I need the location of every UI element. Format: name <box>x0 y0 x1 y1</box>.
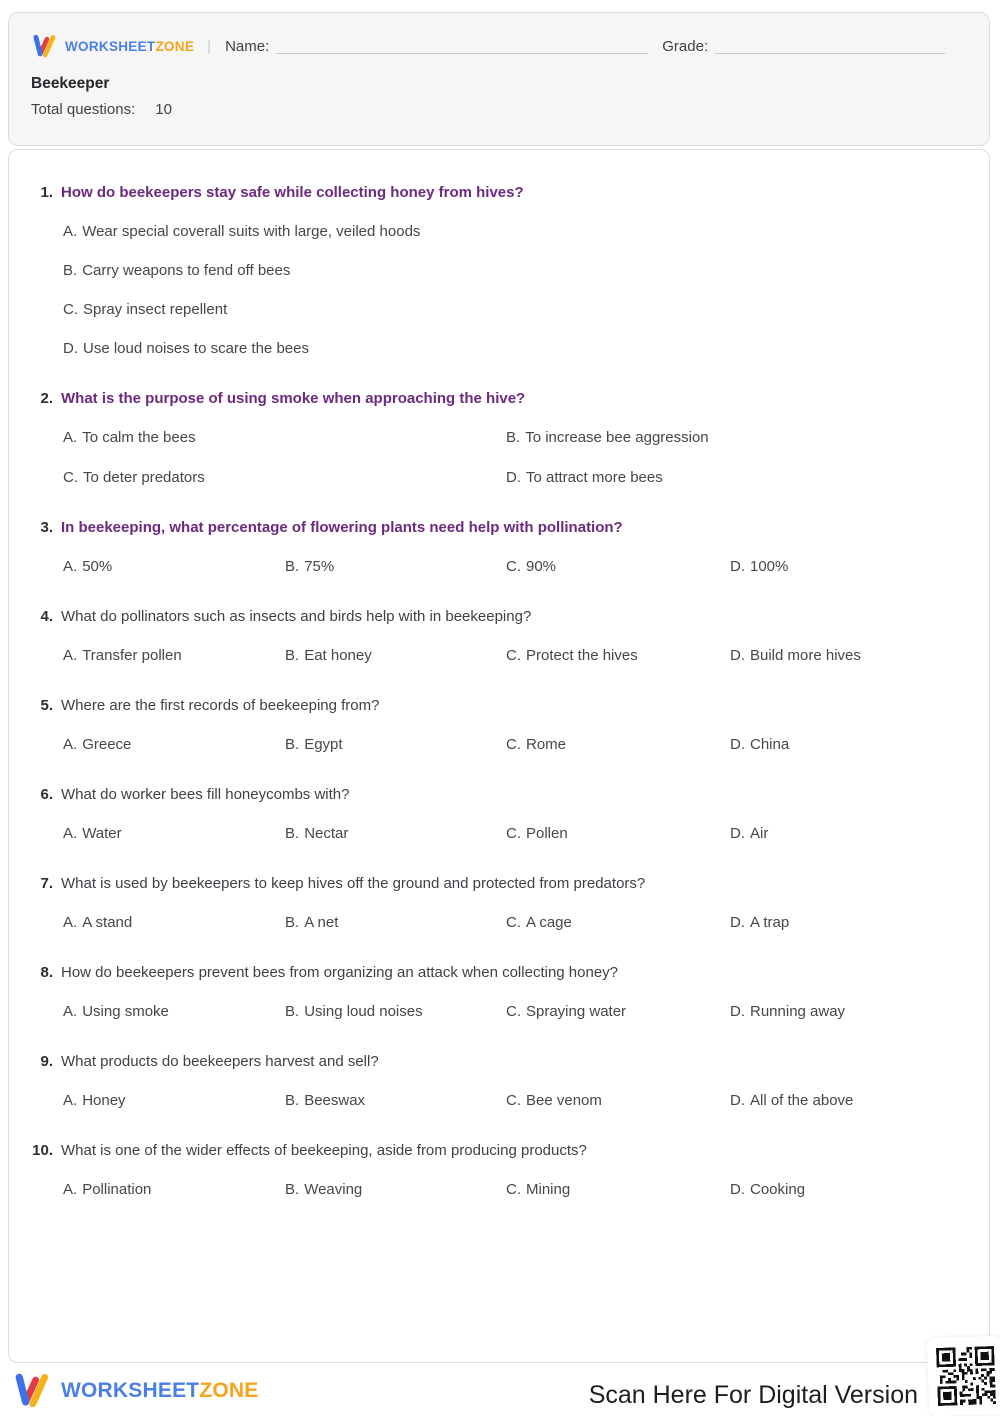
question-block-2 <box>29 388 969 489</box>
option <box>506 427 969 449</box>
option <box>285 556 506 578</box>
option <box>506 1179 730 1201</box>
option-text: Using loud noises <box>304 1003 423 1020</box>
question-text: What is the purpose of using smoke when approaching the hive? <box>61 390 526 407</box>
question-options <box>63 1179 969 1201</box>
option-text: A net <box>304 914 339 931</box>
option-letter: C. <box>506 736 521 753</box>
option-letter: A. <box>63 1181 78 1198</box>
option <box>63 556 285 578</box>
option-text: Spray insect repellent <box>83 301 228 318</box>
option-text: Greece <box>82 736 132 753</box>
option-text: China <box>750 736 790 753</box>
option <box>285 734 506 756</box>
option-letter: B. <box>506 429 521 446</box>
option <box>63 260 969 282</box>
option-text: Pollination <box>82 1181 152 1198</box>
option-text: Using smoke <box>82 1003 169 1020</box>
option-letter: D. <box>730 558 745 575</box>
question-text: What do worker bees fill honeycombs with? <box>61 786 350 803</box>
option-letter: B. <box>63 262 78 279</box>
option <box>730 1001 969 1023</box>
option <box>285 912 506 934</box>
question-text: How do beekeepers prevent bees from organizing an attack when collecting honey? <box>61 964 619 981</box>
option-text: 100% <box>750 558 789 575</box>
question-options <box>63 645 969 667</box>
option-letter: B. <box>285 1181 300 1198</box>
option <box>63 427 506 449</box>
option <box>730 734 969 756</box>
question-block-1 <box>29 182 969 360</box>
option-letter: A. <box>63 914 78 931</box>
option-letter: D. <box>730 1003 745 1020</box>
option-letter: A. <box>63 429 78 446</box>
option <box>730 912 969 934</box>
option-text: Weaving <box>304 1181 363 1198</box>
title-block <box>9 60 989 118</box>
option-letter: B. <box>285 647 300 664</box>
brand-text <box>65 39 194 54</box>
total-questions-label: Total questions: <box>31 101 136 118</box>
total-questions-row <box>31 101 967 118</box>
total-questions-value: 10 <box>155 101 172 118</box>
option-text: To attract more bees <box>526 469 663 486</box>
option <box>506 556 730 578</box>
option-text: Nectar <box>304 825 349 842</box>
question-block-8 <box>29 962 969 1023</box>
qr-code-icon <box>936 1346 996 1406</box>
question-block-4 <box>29 606 969 667</box>
option-text: Transfer pollen <box>82 647 182 664</box>
option-letter: D. <box>730 1181 745 1198</box>
option-letter: C. <box>63 469 78 486</box>
option <box>63 1090 285 1112</box>
option-letter: A. <box>63 736 78 753</box>
question-text: What is one of the wider effects of beekeeping, aside from producing products? <box>61 1142 587 1159</box>
question-options <box>63 734 969 756</box>
question-block-9 <box>29 1051 969 1112</box>
option-letter: B. <box>285 736 300 753</box>
question-options <box>63 912 969 934</box>
worksheet-title: Beekeeper <box>31 75 110 92</box>
option-text: Mining <box>526 1181 571 1198</box>
option <box>506 734 730 756</box>
question-number: 7. <box>40 875 53 892</box>
option-letter: C. <box>506 1181 521 1198</box>
question-block-7 <box>29 873 969 934</box>
question-block-6 <box>29 784 969 845</box>
option-letter: D. <box>730 914 745 931</box>
option-letter: C. <box>506 1092 521 1109</box>
option-text: Use loud noises to scare the bees <box>83 340 309 357</box>
option-letter: A. <box>63 1003 78 1020</box>
option-text: Pollen <box>526 825 568 842</box>
questions-card <box>8 149 990 1363</box>
question-options <box>63 1001 969 1023</box>
name-label: Name: <box>225 38 270 55</box>
brand-logo <box>31 33 194 60</box>
option-letter: C. <box>506 1003 521 1020</box>
option-letter: C. <box>506 558 521 575</box>
option <box>506 823 730 845</box>
question-number: 4. <box>40 608 53 625</box>
question-options <box>63 221 969 360</box>
option-letter: D. <box>730 1092 745 1109</box>
footer-brand-logo <box>12 1371 258 1411</box>
question-text: In beekeeping, what percentage of flowering plants need help with pollination? <box>61 519 623 536</box>
option-text: Eat honey <box>304 647 372 664</box>
option <box>63 299 969 321</box>
option-letter: D. <box>506 469 521 486</box>
option <box>730 1090 969 1112</box>
option-text: Running away <box>750 1003 846 1020</box>
question-number: 10. <box>32 1142 53 1159</box>
option-letter: A. <box>63 647 78 664</box>
question-text: What is used by beekeepers to keep hives off the ground and protected from predators? <box>61 875 646 892</box>
option-text: Egypt <box>304 736 343 753</box>
option <box>285 823 506 845</box>
option-text: Carry weapons to fend off bees <box>82 262 291 279</box>
option-text: Cooking <box>750 1181 806 1198</box>
option <box>506 1090 730 1112</box>
option-text: A stand <box>82 914 133 931</box>
header-row <box>9 13 989 60</box>
option-text: To increase bee aggression <box>525 429 709 446</box>
question-block-10 <box>29 1140 969 1201</box>
option-text: Honey <box>82 1092 126 1109</box>
grade-label: Grade: <box>662 38 709 55</box>
brand-text-zone: ZONE <box>199 1379 259 1402</box>
option <box>63 734 285 756</box>
option <box>63 1179 285 1201</box>
option-letter: D. <box>63 340 78 357</box>
question-number: 9. <box>40 1053 53 1070</box>
option-letter: A. <box>63 825 78 842</box>
question-number: 3. <box>40 519 53 536</box>
header-card <box>8 12 990 146</box>
option <box>506 467 969 489</box>
grade-line <box>715 39 945 54</box>
option-text: Beeswax <box>304 1092 366 1109</box>
option-text: Spraying water <box>526 1003 627 1020</box>
option <box>285 645 506 667</box>
qr-card <box>927 1336 1000 1416</box>
option-letter: B. <box>285 914 300 931</box>
option-text: All of the above <box>750 1092 854 1109</box>
option-letter: B. <box>285 1003 300 1020</box>
question-number: 6. <box>40 786 53 803</box>
question-number: 5. <box>40 697 53 714</box>
option-letter: C. <box>506 914 521 931</box>
brand-text-worksheet: WORKSHEET <box>61 1379 200 1402</box>
option <box>506 645 730 667</box>
question-block-3 <box>29 517 969 578</box>
question-options <box>63 1090 969 1112</box>
option-letter: C. <box>63 301 78 318</box>
option-text: Air <box>750 825 769 842</box>
option <box>63 645 285 667</box>
question-number: 8. <box>40 964 53 981</box>
question-options <box>63 823 969 845</box>
option-text: Build more hives <box>750 647 861 664</box>
option-letter: A. <box>63 223 78 240</box>
option-letter: D. <box>730 647 745 664</box>
option-text: To deter predators <box>83 469 205 486</box>
question-block-5 <box>29 695 969 756</box>
option-letter: B. <box>285 825 300 842</box>
scan-here-text: Scan Here For Digital Version <box>588 1381 918 1409</box>
option-text: To calm the bees <box>82 429 196 446</box>
option <box>506 912 730 934</box>
option-text: Wear special coverall suits with large, veiled hoods <box>82 223 421 240</box>
option-text: Water <box>82 825 122 842</box>
option-text: Bee venom <box>526 1092 602 1109</box>
option-text: 90% <box>526 558 557 575</box>
option-text: Protect the hives <box>526 647 638 664</box>
option-letter: A. <box>63 1092 78 1109</box>
option-letter: C. <box>506 647 521 664</box>
option-text: Rome <box>526 736 567 753</box>
option <box>730 645 969 667</box>
option <box>63 912 285 934</box>
question-text: What products do beekeepers harvest and sell? <box>61 1053 379 1070</box>
option-letter: D. <box>730 736 745 753</box>
option-text: A trap <box>750 914 790 931</box>
worksheetzone-logo-icon <box>31 33 58 60</box>
option <box>63 823 285 845</box>
option <box>730 823 969 845</box>
question-number: 2. <box>40 390 53 407</box>
header-divider: | <box>207 38 212 55</box>
option-text: 50% <box>82 558 113 575</box>
option <box>63 338 969 360</box>
option <box>63 1001 285 1023</box>
option-letter: B. <box>285 1092 300 1109</box>
question-text: Where are the first records of beekeeping from? <box>61 697 380 714</box>
option-text: 75% <box>304 558 335 575</box>
option <box>63 221 969 243</box>
option <box>63 467 506 489</box>
option <box>730 1179 969 1201</box>
worksheetzone-logo-icon <box>12 1371 52 1411</box>
option-letter: D. <box>730 825 745 842</box>
brand-text <box>61 1379 258 1403</box>
option <box>285 1001 506 1023</box>
option-letter: A. <box>63 558 78 575</box>
option-letter: C. <box>506 825 521 842</box>
question-text: What do pollinators such as insects and birds help with in beekeeping? <box>61 608 532 625</box>
question-options <box>63 427 969 489</box>
brand-text-worksheet: WORKSHEET <box>65 39 156 54</box>
question-text: How do beekeepers stay safe while collecting honey from hives? <box>61 184 524 201</box>
question-number: 1. <box>40 184 53 201</box>
option-letter: B. <box>285 558 300 575</box>
option <box>506 1001 730 1023</box>
brand-text-zone: ZONE <box>155 39 195 54</box>
option-text: A cage <box>526 914 572 931</box>
option <box>285 1090 506 1112</box>
question-options <box>63 556 969 578</box>
option <box>730 556 969 578</box>
name-line <box>276 39 648 54</box>
option <box>285 1179 506 1201</box>
